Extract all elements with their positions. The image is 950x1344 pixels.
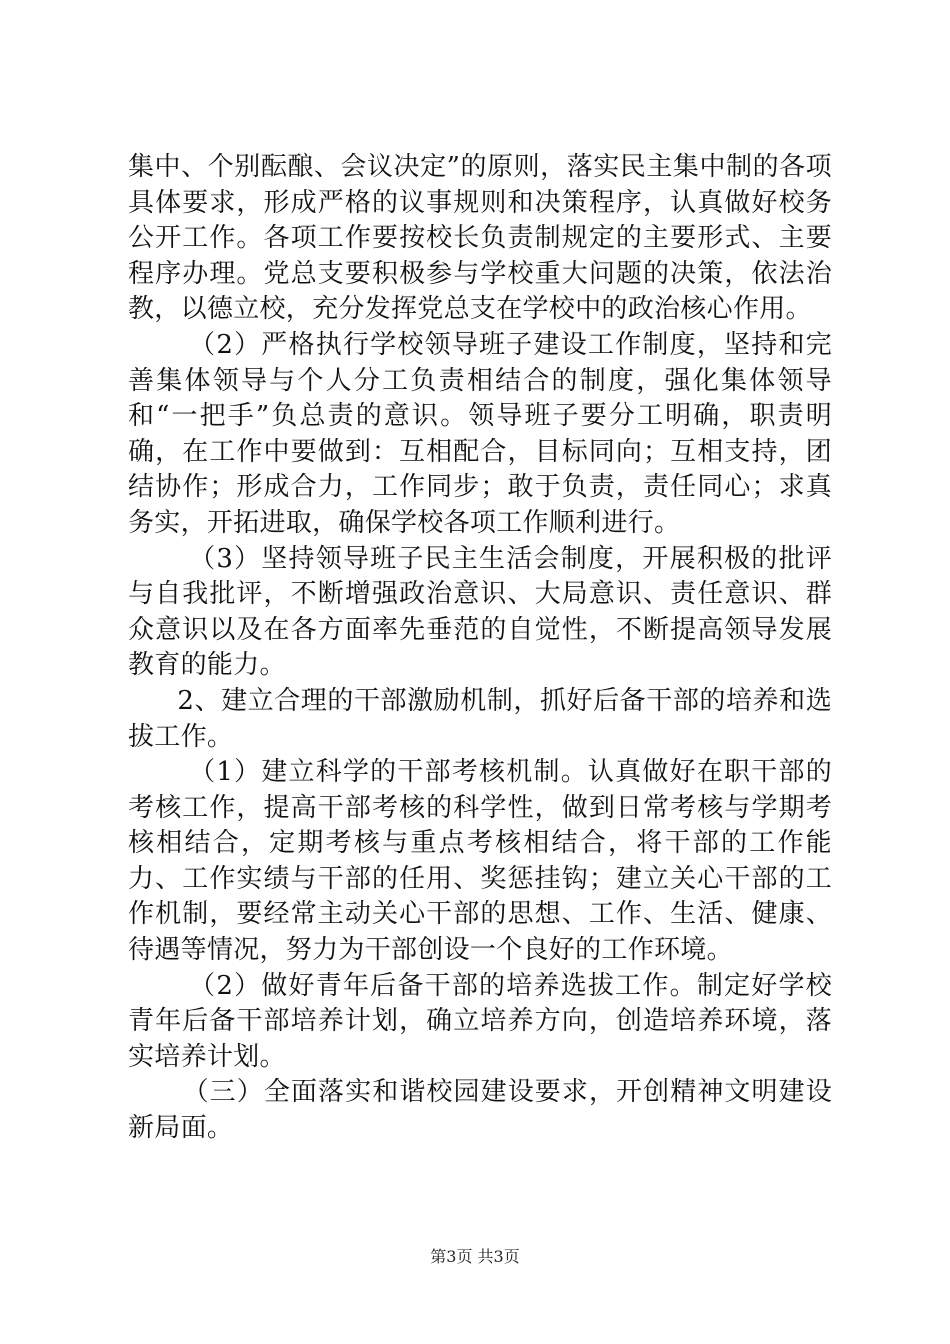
paragraph-item-3: （3）坚持领导班子民主生活会制度，开展积极的批评与自我批评，不断增强政治意识、大局意识、责任意识、群众意识以及在各方面率先垂范的自觉性，不断提高领导发展教育的能力。 (128, 543, 832, 681)
paragraph-item-2: （2）严格执行学校领导班子建设工作制度，坚持和完善集体领导与个人分工负责相结合的制度，强化集体领导和“一把手”负总责的意识。领导班子要分工明确，职责明确，在工作中要做到：互相配合，目标同向；互相支持，团结协作；形成合力，工作同步；敢于负责，责任同心；求真务实，开拓进取，确保学校各项工作顺利进行。 (128, 329, 832, 538)
page-number-footer: 第3页 共3页 (430, 1247, 520, 1266)
paragraph-subitem-2: （2）做好青年后备干部的培养选拔工作。制定好学校青年后备干部培养计划，确立培养方向，创造培养环境，落实培养计划。 (128, 970, 832, 1072)
document-body (128, 150, 832, 1147)
section-heading-3: （三）全面落实和谐校园建设要求，开创精神文明建设新局面。 (128, 1077, 832, 1144)
section-heading-2: 2、建立合理的干部激励机制，抓好后备干部的培养和选拔工作。 (128, 685, 832, 752)
paragraph-subitem-1: （1）建立科学的干部考核机制。认真做好在职干部的考核工作，提高干部考核的科学性，做到日常考核与学期考核相结合，定期考核与重点考核相结合，将干部的工作能力、工作实绩与干部的任用、奖惩挂钩；建立关心干部的工作机制，要经常主动关心干部的思想、工作、生活、健康、待遇等情况，努力为干部创设一个良好的工作环境。 (128, 757, 832, 966)
paragraph-continuation: 集中、个别酝酿、会议决定”的原则，落实民主集中制的各项具体要求，形成严格的议事规则和决策程序，认真做好校务公开工作。各项工作要按校长负责制规定的主要形式、主要程序办理。党总支要积极参与学校重大问题的决策，依法治教，以德立校，充分发挥党总支在学校中的政治核心作用。 (128, 152, 832, 325)
